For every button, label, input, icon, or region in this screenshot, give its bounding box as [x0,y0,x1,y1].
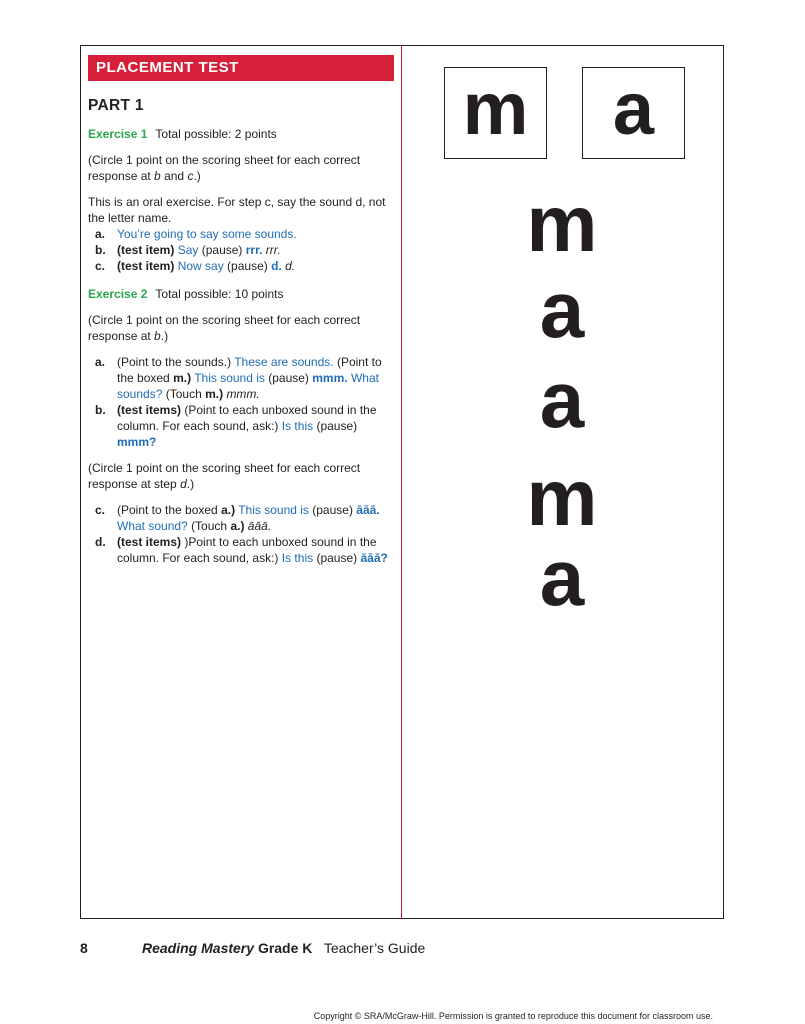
exercise-1-label: Exercise 1 [88,127,148,141]
exercise-1-points: Total possible: 2 points [155,127,277,141]
exercise-2-step-b: b. (test items) (Point to each unboxed sound in the column. For each sound, ask:) Is this (pause) mmm? [95,403,377,449]
exercise-1-scoring-note: (Circle 1 point on the scoring sheet for each correct response at b and c.) [88,153,361,183]
exercise-1-heading [88,126,394,142]
book-title: Reading Mastery Grade K Teacher’s Guide [142,940,426,956]
exercise-1-steps [88,226,394,274]
exercise-1-step-a: a. You’re going to say some sounds. [95,227,297,241]
placement-test-banner: PLACEMENT TEST [88,55,394,81]
exercise-1-step-b: b. (test item) Say (pause) rrr. rrr. [95,243,281,257]
exercise-2-steps-ab [88,354,394,450]
column-letter-4: m [526,453,598,542]
exercise-2-label: Exercise 2 [88,287,148,301]
boxed-letter-a: a [582,67,685,159]
column-letter-2: a [539,265,585,354]
exercise-2-scoring-note-1: (Circle 1 point on the scoring sheet for each correct response at b.) [88,313,361,343]
part-heading: PART 1 [88,97,144,114]
exercise-2-points: Total possible: 10 points [155,287,284,301]
exercise-2-step-a: a. (Point to the sounds.) These are sounds. (Point to the boxed m.) This sound is (pause) mmm. What sounds? (Touch m.) mmm. [95,355,382,401]
column-letter-5: a [539,533,585,622]
exercise-2-scoring-note-2: (Circle 1 point on the scoring sheet for each correct response at step d.) [88,461,361,491]
page-number: 8 [80,940,88,956]
student-display-column [402,46,723,918]
exercise-2-steps-cd [88,502,394,566]
boxed-letter-m: m [444,67,547,159]
exercise-1-intro: This is an oral exercise. For step c, say the sound d, not the letter name. [88,195,386,225]
exercise-2-heading [88,286,394,302]
exercise-2-step-c: c. (Point to the boxed a.) This sound is (pause) āāā. What sound? (Touch a.) āāā. [95,503,380,533]
column-letter-1: m [526,179,598,268]
teacher-instructions-column [88,55,394,566]
column-letter-3: a [539,355,585,444]
exercise-2-step-d: d. (test items) )Point to each unboxed sound in the column. For each sound, ask:) Is this (pause) āāā? [95,535,388,565]
exercise-1-step-c: c. (test item) Now say (pause) d. d. [95,259,296,273]
copyright-notice: Copyright © SRA/McGraw-Hill. Permission is granted to reproduce this document for classroom use. [313,1011,713,1021]
